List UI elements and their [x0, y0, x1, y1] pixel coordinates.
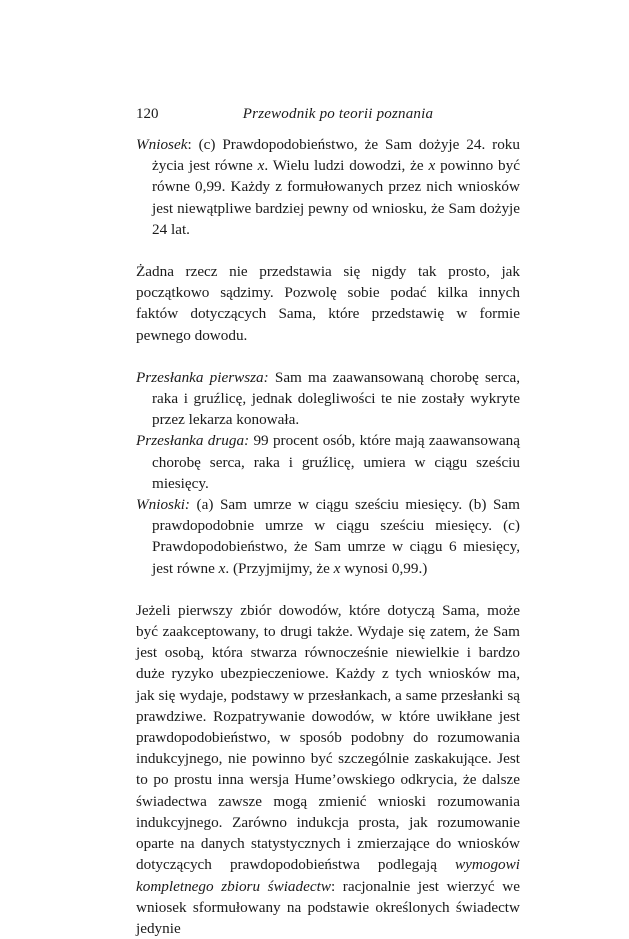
- text-body: [136, 134, 520, 939]
- variable-x: x: [333, 559, 341, 577]
- paragraph-discussion: Jeżeli pierwszy zbiór dowodów, które dotyczą Sama, może być zaakceptowany, to drugi także. Wydaje się zatem, że Sam jest osobą, która stwarza równocześnie niewielkie i bardzo duże ryzyko ubezpieczeniowe. Każdy z tych wniosków ma, jak się wydaje, podstawy w przesłankach, a same przesłanki są prawdziwe. Rozpatrywanie dowodów, w które uwikłane jest prawdopodobieństwo, w sposób podobny do rozumowania indukcyjnego, nie powinno być szczególnie zaskakujące. Jest to po prostu inna wersja Hume’owskiego odkrycia, że dalsze świadectwa zawsze mogą zmienić wnioski rozumowania indukcyjnego. Zarówno indukcja prosta, jak rozumowanie oparte na danych statystycznych i zmierzające do wniosków dotyczących prawdopodobieństwa podlegają wymogowi kompletnego zbioru świadectw: racjonalnie jest wierzyć we wniosek sformułowany na podstawie określonych świadectw jedynie: [136, 601, 520, 937]
- premise-first-label: Przesłanka pierwsza:: [136, 368, 269, 386]
- variable-x: x: [428, 157, 436, 175]
- conclusions-label: Wnioski:: [136, 496, 190, 514]
- premise-first-entry: Przesłanka pierwsza: Sam ma zaawansowaną chorobę serca, raka i gruźlicę, jednak dolegliwości te nie zostały wykryte przez lekarza konowała.: [136, 368, 521, 429]
- paragraph-intro: Żadna rzecz nie przedstawia się nigdy tak prosto, jak początkowo sądzimy. Pozwolę sobie podać kilka innych faktów dotyczących Sama, które przedstawię w formie pewnego dowodu.: [136, 263, 520, 344]
- conclusion-label: Wniosek: [136, 136, 188, 153]
- conclusion-c-entry: Wniosek: (c) Prawdopodobieństwo, że Sam dożyje 24. roku życia jest równe x. Wielu ludzi dowodzi, że x powinno być równe 0,99. Każdy z formułowanych przez nich wniosków jest niewątpliwe bardziej pewny od wniosku, że Sam dożyje 24 lat.: [136, 136, 520, 238]
- running-header: [136, 104, 520, 124]
- premise-second-entry: Przesłanka druga: 99 procent osób, które mają zaawansowaną chorobę serca, raka i gruźlicę, umiera w ciągu sześciu miesięcy.: [136, 432, 520, 492]
- variable-x: x: [218, 559, 226, 577]
- variable-x: x: [257, 157, 265, 175]
- page-number: 120: [136, 106, 159, 122]
- emphasis-term: wymogowi kompletnego zbioru świadectw: [136, 856, 520, 895]
- premise-second-label: Przesłanka druga:: [136, 432, 250, 450]
- book-page: [136, 104, 520, 939]
- running-title: Przewodnik po teorii poznania: [242, 106, 434, 122]
- conclusions-entry: Wnioski: (a) Sam umrze w ciągu sześciu miesięcy. (b) Sam prawdopodobnie umrze w ciągu sześciu miesięcy. (c) Prawdopodobieństwo, że Sam umrze w ciągu 6 miesięcy, jest równe x. (Przyjmijmy, że x wynosi 0,99.): [136, 496, 520, 577]
